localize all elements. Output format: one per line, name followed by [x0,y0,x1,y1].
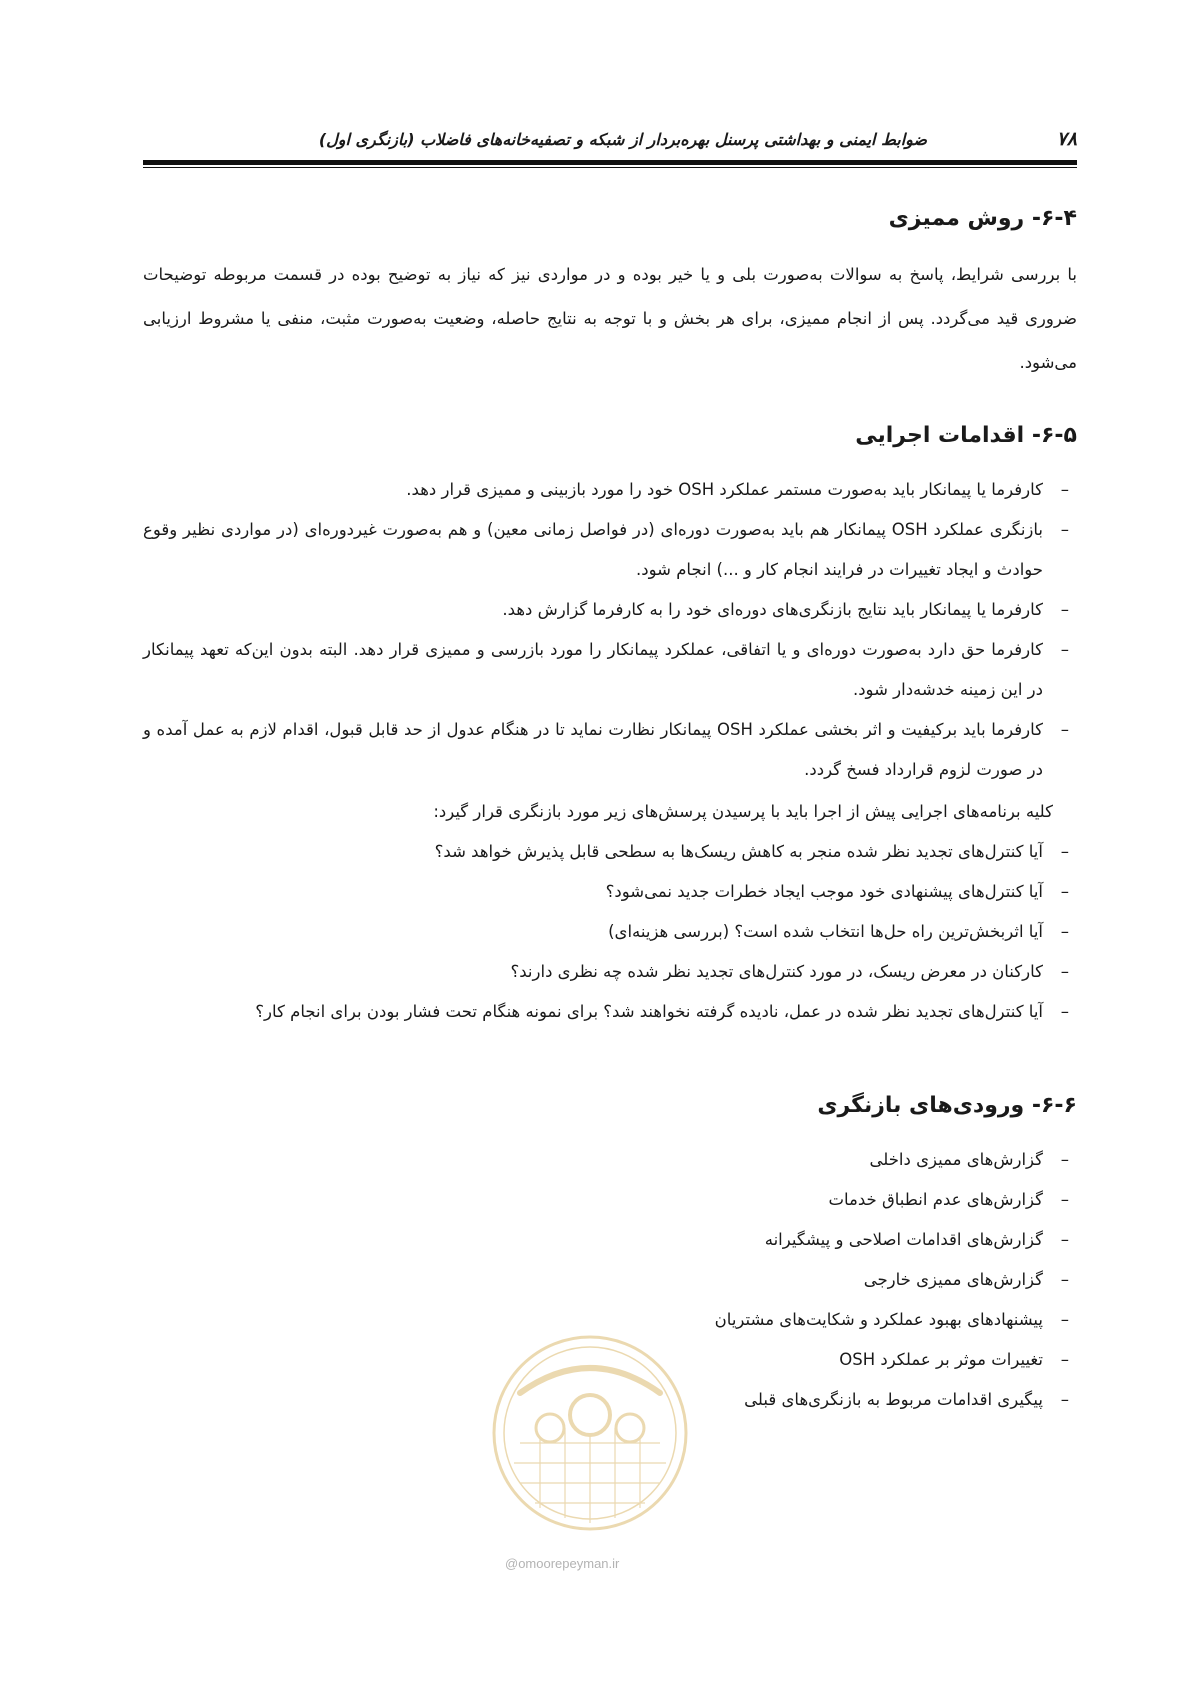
list-item-text: آیا کنترل‌های تجدید نظر شده در عمل، نادیده گرفته نخواهند شد؟ برای نمونه هنگام تحت فشار بودن برای انجام کار؟ [255,1002,1043,1021]
list-item-text: بازنگری عملکرد OSH پیمانکار هم باید به‌صورت دوره‌ای (در فواصل زمانی معین) و هم به‌صورت غیردوره‌ای (در مواردی نظیر وقوع حوادث و ایجاد تغییرات در فرایند انجام کار و ...) انجام شود. [143,520,1043,579]
dash-bullet: – [1060,962,1069,981]
questions-intro: کلیه برنامه‌های اجرایی پیش از اجرا باید با پرسیدن پرسش‌های زیر مورد بازنگری قرار گیرد: [433,802,1053,821]
list-item-text: گزارش‌های اقدامات اصلاحی و پیشگیرانه [764,1230,1043,1249]
section-paragraph-6-4: با بررسی شرایط، پاسخ به سوالات به‌صورت بلی و یا خیر بوده و در مواردی نیز که نیاز به توضیح بوده در قسمت مربوطه توضیحات ضروری قید می‌گردد. پس از انجام ممیزی، برای هر بخش و با توجه به نتایج حاصله، وضعیت به‌صورت مثبت، منفی یا مشروط ارزیابی می‌شود. [143,265,1077,372]
dash-bullet: – [1060,922,1069,941]
list-item [143,1260,1077,1300]
list-item-text: آیا کنترل‌های پیشنهادی خود موجب ایجاد خطرات جدید نمی‌شود؟ [605,882,1043,901]
questions-list [143,832,1077,1032]
list-item-text: آیا کنترل‌های تجدید نظر شده منجر به کاهش ریسک‌ها به سطحی قابل پذیرش خواهد شد؟ [434,842,1043,861]
list-item [143,992,1077,1032]
list-item [143,912,1077,952]
list-item-text: گزارش‌های ممیزی داخلی [869,1150,1043,1169]
watermark-url: @omoorepeyman.ir [505,1556,620,1571]
dash-bullet: – [1060,1270,1069,1289]
dash-bullet: – [1060,1190,1069,1209]
dash-bullet: – [1060,1350,1069,1369]
list-item [143,630,1077,710]
list-item-text: آیا اثربخش‌ترین راه حل‌ها انتخاب شده است؟ (بررسی هزینه‌ای) [608,922,1043,941]
dash-bullet: – [1060,1002,1069,1021]
list-item [143,1180,1077,1220]
running-header-title: ضوابط ایمنی و بهداشتی پرسنل بهره‌بردار از شبکه و تصفیه‌خانه‌های فاضلاب (بازنگری اول) [318,130,927,149]
list-item-text: کارفرما باید برکیفیت و اثر بخشی عملکرد OSH پیمانکار نظارت نماید تا در هنگام عدول از حد قابل قبول، اقدام لازم به عمل آمده و در صورت لزوم قرارداد فسخ گردد. [143,720,1043,779]
dash-bullet: – [1060,640,1069,659]
dash-bullet: – [1060,842,1069,861]
dash-bullet: – [1060,1230,1069,1249]
list-item [143,832,1077,872]
page-number: ۷۸ [1056,128,1077,150]
dash-bullet: – [1060,1150,1069,1169]
watermark-stamp-logo [490,1333,690,1533]
list-item-text: کارفرما یا پیمانکار باید به‌صورت مستمر عملکرد OSH خود را مورد بازبینی و ممیزی قرار دهد. [406,480,1043,499]
dash-bullet: – [1060,480,1069,499]
dash-bullet: – [1060,600,1069,619]
list-item [143,710,1077,790]
list-item-text: گزارش‌های ممیزی خارجی [863,1270,1043,1289]
list-item [143,510,1077,590]
header-rule-thin [143,167,1077,168]
section-heading-6-5: ۶-۵- اقدامات اجرایی [855,423,1077,448]
dash-bullet: – [1060,1310,1069,1329]
list-item-text: کارفرما حق دارد به‌صورت دوره‌ای و یا اتفاقی، عملکرد پیمانکار را مورد بازرسی و ممیزی قرار دهد. البته بدون این‌که تعهد پیمانکار در این زمینه خدشه‌دار شود. [143,640,1043,699]
running-header [143,126,1077,154]
header-rule-thick [143,160,1077,165]
list-item [143,1140,1077,1180]
list-item-text: گزارش‌های عدم انطباق خدمات [828,1190,1043,1209]
dash-bullet: – [1060,520,1069,539]
list-item-text: پیگیری اقدامات مربوط به بازنگری‌های قبلی [744,1390,1043,1409]
dash-bullet: – [1060,882,1069,901]
section-heading-6-4: ۶-۴- روش ممیزی [888,206,1077,231]
list-item [143,872,1077,912]
dash-bullet: – [1060,720,1069,739]
list-item-text: کارفرما یا پیمانکار باید نتایج بازنگری‌های دوره‌ای خود را به کارفرما گزارش دهد. [502,600,1043,619]
list-item-text: تغییرات موثر بر عملکرد OSH [839,1350,1043,1369]
list-item-text: پیشنهادهای بهبود عملکرد و شکایت‌های مشتریان [714,1310,1043,1329]
list-item [143,590,1077,630]
list-item [143,952,1077,992]
list-item-text: کارکنان در معرض ریسک، در مورد کنترل‌های تجدید نظر شده چه نظری دارند؟ [510,962,1043,981]
actions-list [143,470,1077,790]
section-heading-6-6: ۶-۶- ورودی‌های بازنگری [817,1093,1077,1118]
list-item [143,470,1077,510]
list-item [143,1220,1077,1260]
dash-bullet: – [1060,1390,1069,1409]
